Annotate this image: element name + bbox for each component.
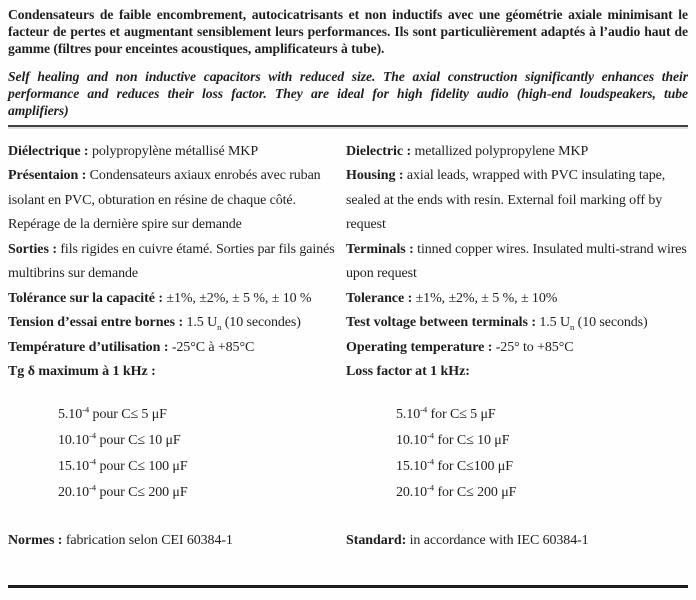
spec-value: fils rigides en cuivre étamé. Sorties par fils gainés multibrins sur demande	[8, 241, 335, 282]
spec-row-dielectrique	[8, 140, 342, 165]
loss-item	[58, 454, 342, 480]
spec-value: 1.5 U	[183, 315, 218, 331]
spec-label: Dielectric :	[346, 143, 412, 159]
spec-label: Tolerance :	[346, 290, 413, 306]
loss-condition: for C≤ 5 μF	[427, 406, 496, 422]
superscript-exponent: -4	[427, 482, 435, 493]
spec-value: (10 seconds)	[574, 315, 648, 331]
loss-factor-heading-en	[346, 360, 688, 385]
superscript-exponent: -4	[420, 404, 428, 415]
superscript-exponent: -4	[89, 456, 97, 467]
loss-factor-heading-fr	[8, 360, 342, 385]
spec-row-temperature-fr	[8, 336, 342, 361]
spec-label: Présentaion :	[8, 168, 87, 184]
bottom-divider	[8, 585, 688, 588]
spec-columns	[8, 140, 688, 554]
spec-value: -25° to +85°C	[492, 339, 574, 355]
loss-condition: pour C≤ 100 μF	[96, 458, 188, 474]
loss-condition: for C≤ 10 μF	[434, 432, 510, 448]
loss-base: 10.10	[58, 432, 90, 448]
spec-value: (10 secondes)	[221, 315, 301, 331]
subscript-n: n	[569, 322, 575, 333]
loss-base: 15.10	[396, 458, 428, 474]
spec-row-test-voltage	[346, 311, 688, 336]
standard-row-fr	[8, 529, 342, 554]
spec-label: Tg δ maximum à 1 kHz :	[8, 364, 156, 380]
loss-condition: pour C≤ 200 μF	[96, 484, 188, 500]
french-column	[8, 140, 342, 554]
spec-value: 1.5 U	[535, 315, 570, 331]
intro-paragraph-english: Self healing and non inductive capacitors with reduced size. The axial construction significantly enhances their performance and reduces their loss factor. They are ideal for high fidelity audio (high-end loudspeakers, tube amplifiers)	[8, 69, 688, 118]
loss-item	[396, 428, 688, 454]
top-divider	[8, 125, 688, 127]
spec-row-tolerance-en	[346, 287, 688, 312]
loss-condition: for C≤100 μF	[434, 458, 513, 474]
subscript-n: n	[217, 322, 222, 333]
spec-value: metallized polypropylene MKP	[411, 143, 589, 159]
spec-row-tension-essai	[8, 311, 342, 336]
spec-label: Tolérance sur la capacité :	[8, 290, 163, 306]
loss-base: 5.10	[396, 406, 421, 422]
spec-row-sorties	[8, 238, 342, 287]
spec-row-presentation	[8, 164, 342, 238]
loss-item	[396, 402, 688, 428]
spec-label: Test voltage between terminals :	[346, 315, 536, 331]
loss-base: 15.10	[58, 458, 90, 474]
spec-label: Diélectrique :	[8, 143, 89, 159]
spec-label: Housing :	[346, 168, 404, 184]
spec-label: Normes :	[8, 532, 63, 548]
spec-value: ±1%, ±2%, ± 5 %, ± 10%	[412, 290, 558, 306]
loss-factor-list-fr	[8, 402, 342, 506]
loss-base: 5.10	[58, 406, 83, 422]
spec-value: tinned copper wires. Insulated multi-strand wires upon request	[346, 241, 687, 282]
spec-value: fabrication selon CEI 60384-1	[62, 532, 233, 548]
spec-row-terminals	[346, 238, 688, 287]
superscript-exponent: -4	[89, 482, 97, 493]
superscript-exponent: -4	[427, 456, 435, 467]
spec-label: Terminals :	[346, 241, 414, 257]
spec-label: Standard:	[346, 532, 407, 548]
superscript-exponent: -4	[82, 404, 90, 415]
spec-row-tolerance-fr	[8, 287, 342, 312]
spec-label: Operating temperature :	[346, 339, 493, 355]
loss-condition: for C≤ 200 μF	[434, 484, 517, 500]
spec-value: in accordance with IEC 60384-1	[406, 532, 589, 548]
spec-label: Tension d’essai entre bornes :	[8, 315, 184, 331]
loss-base: 20.10	[396, 484, 428, 500]
standard-row-en	[346, 529, 688, 554]
spec-row-operating-temperature	[346, 336, 688, 361]
spec-row-dielectric	[346, 140, 688, 165]
spec-value: -25°C à +85°C	[168, 339, 255, 355]
spec-label: Sorties :	[8, 241, 57, 257]
spec-label: Loss factor at 1 kHz:	[346, 364, 470, 380]
loss-condition: pour C≤ 5 μF	[89, 406, 167, 422]
intro-paragraph-french: Condensateurs de faible encombrement, autocicatrisants et non inductifs avec une géométrie axiale minimisant le facteur de pertes et augmentant sensiblement leurs performances. Ils sont particulièrement adaptés à l’audio haut de gamme (filtres pour enceintes acoustiques, amplificateurs à tube).	[8, 7, 688, 56]
spec-value: axial leads, wrapped with PVC insulating tape, sealed at the ends with resin. External foil marking off by request	[346, 168, 666, 233]
spec-value: polypropylène métallisé MKP	[88, 143, 258, 159]
spec-label: Température d’utilisation :	[8, 339, 169, 355]
superscript-exponent: -4	[89, 430, 97, 441]
loss-base: 10.10	[396, 432, 428, 448]
loss-condition: pour C≤ 10 μF	[96, 432, 181, 448]
loss-item	[58, 402, 342, 428]
loss-item	[396, 454, 688, 480]
loss-base: 20.10	[58, 484, 90, 500]
loss-item	[58, 428, 342, 454]
spec-value: ±1%, ±2%, ± 5 %, ± 10 %	[162, 290, 312, 306]
spec-row-housing	[346, 164, 688, 238]
loss-item	[396, 480, 688, 506]
english-column	[346, 140, 688, 554]
loss-item	[58, 480, 342, 506]
superscript-exponent: -4	[427, 430, 435, 441]
loss-factor-list-en	[346, 402, 688, 506]
spec-value: Condensateurs axiaux enrobés avec ruban isolant en PVC, obturation en résine de chaque côté. Repérage de la dernière spire sur demande	[8, 168, 321, 233]
